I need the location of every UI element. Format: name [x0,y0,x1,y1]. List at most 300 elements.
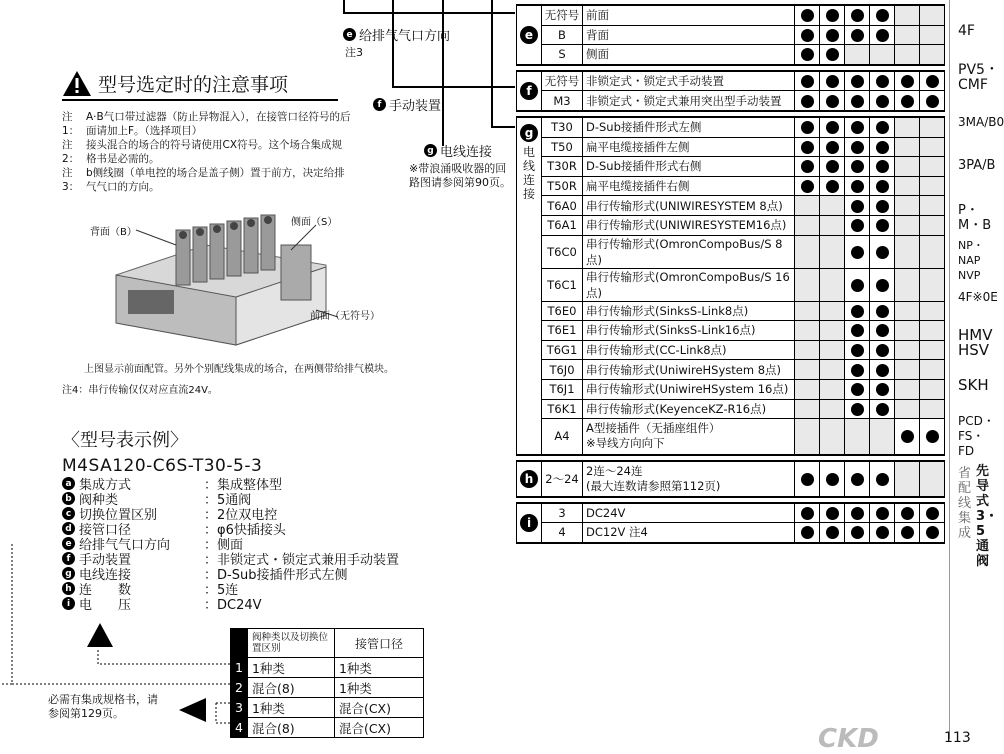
compat-cell [845,399,870,419]
filled-dot-icon [851,160,864,173]
badge-d-icon: d [62,522,75,535]
compat-cell [795,461,820,497]
spec-description: 串行传输形式(UniwireHSystem 16点) [583,379,795,399]
compat-cell [870,321,895,341]
spec-code: T50 [542,137,583,157]
filled-dot-icon [801,526,814,539]
compat-cell [920,268,945,301]
compat-cell [845,117,870,137]
spec-code: 4 [542,523,583,543]
compat-cell [920,360,945,380]
compat-cell [870,235,895,268]
compat-cell [845,5,870,25]
compat-cell [870,137,895,157]
compat-cell [920,419,945,455]
compat-cell [795,503,820,523]
compat-cell [870,215,895,235]
compat-cell [820,176,845,196]
compat-cell [895,137,920,157]
filled-dot-icon [876,324,889,337]
connector-line [392,0,394,88]
table-row [517,5,945,25]
filled-dot-icon [876,121,889,134]
compat-cell [870,91,895,111]
filled-dot-icon [901,430,914,443]
filled-dot-icon [851,200,864,213]
table-row [517,196,945,216]
spec-description: D-Sub接插件形式右侧 [583,157,795,177]
compat-cell [820,196,845,216]
compat-cell [845,461,870,497]
compat-cell [870,340,895,360]
caution-title: 型号选定时的注意事项 [98,74,289,96]
spec-description: A型接插件（无插座组件） ※导线方向向下 [583,419,795,455]
e-label: 给排气气口方向 [359,29,451,44]
compat-cell [845,25,870,45]
compat-cell [895,523,920,543]
g-note: ※带浪涌吸收器的回路图请参阅第90页。 [409,162,511,189]
table-row: 4 混合(8) 混合(CX) [231,718,424,738]
filled-dot-icon [801,75,814,88]
badge-e-icon: e [520,26,538,44]
spec-description: 串行传输形式(OmronCompoBus/S 8点) [583,235,795,268]
compat-cell [795,321,820,341]
compat-cell [820,523,845,543]
filled-dot-icon [801,473,814,486]
compat-cell [845,379,870,399]
spec-group-g [516,116,945,456]
compat-cell [795,268,820,301]
compat-cell [820,301,845,321]
filled-dot-icon [801,29,814,42]
table-row [517,523,945,543]
compat-cell [870,268,895,301]
filled-dot-icon [901,507,914,520]
compat-cell [895,360,920,380]
filled-dot-icon [876,141,889,154]
page-number: 113 [944,730,971,746]
note-4: 注4：串行传输仅仅对应直流24V。 [62,385,218,396]
compat-cell [795,399,820,419]
compat-cell [820,399,845,419]
sidebar-item[interactable]: 4F [958,23,975,39]
filled-dot-icon [851,305,864,318]
compat-cell [920,235,945,268]
spec-description: 2连～24连 (最大连数请参照第112页) [583,461,795,497]
compat-cell [870,379,895,399]
compat-cell [795,196,820,216]
spec-code: T6A0 [542,196,583,216]
badge-f-icon: f [520,82,538,100]
spec-code: T50R [542,176,583,196]
filled-dot-icon [876,344,889,357]
figure-caption: 上图显示前面配管。另外个别配线集成的场合，在两侧带给排气模块。 [84,364,394,375]
table-row [517,301,945,321]
g-label: 电线连接 [440,145,493,160]
filled-dot-icon [851,75,864,88]
spec-description: 背面 [583,25,795,45]
filled-dot-icon [826,29,839,42]
filled-dot-icon [876,246,889,259]
filled-dot-icon [801,9,814,22]
compat-cell [795,137,820,157]
label-back: 背面（B） [90,227,137,238]
badge-f-icon: f [62,552,75,565]
spec-description: 非锁定式・锁定式手动装置 [583,71,795,91]
example-row: a 集成方式 ：集成整体型 [62,476,442,491]
label-side: 侧面（S） [291,217,338,228]
filled-dot-icon [926,75,939,88]
connector-line [491,0,493,128]
compat-cell [920,461,945,497]
connector-line [392,86,515,88]
compat-cell [820,379,845,399]
badge-g-icon: g [62,567,75,580]
group-vertical-label: 电线连接 [522,144,535,201]
badge-i-icon: i [62,597,75,610]
filled-dot-icon [901,95,914,108]
compat-cell [870,117,895,137]
compat-cell [895,503,920,523]
compat-cell [820,360,845,380]
spec-code: T30 [542,117,583,137]
compat-cell [820,157,845,177]
filled-dot-icon [826,180,839,193]
spec-code: M3 [542,91,583,111]
filled-dot-icon [851,526,864,539]
filled-dot-icon [876,279,889,292]
badge-b-icon: b [62,492,75,505]
compat-cell [895,91,920,111]
e-note: 注3 [345,46,363,59]
spec-code: B [542,25,583,45]
table-row [517,137,945,157]
compat-cell [845,301,870,321]
filled-dot-icon [926,526,939,539]
compat-cell [895,399,920,419]
table-row [517,117,945,137]
compat-cell [845,340,870,360]
note-2: 注2： 接头混合的场合的符号请使用CX符号。这个场合集成规格书是必需的。 [62,139,343,165]
compat-cell [895,268,920,301]
filled-dot-icon [801,160,814,173]
filled-dot-icon [926,430,939,443]
compat-cell [820,117,845,137]
table-row [517,399,945,419]
table-row [517,268,945,301]
spec-description: 串行传输形式(SinksS-Link16点) [583,321,795,341]
compat-cell [795,301,820,321]
filled-dot-icon [851,507,864,520]
compat-cell [795,419,820,455]
table-row [517,461,945,497]
compat-cell [870,360,895,380]
sidebar-item[interactable]: 3PA/B [958,158,996,173]
filled-dot-icon [851,364,864,377]
badge-g-icon: g [424,144,437,157]
example-row: g 电线连接 ：D-Sub接插件形式左侧 [62,566,442,581]
compat-cell [820,461,845,497]
compat-cell [870,157,895,177]
example-row: b 阀种类 ：5通阀 [62,491,442,506]
spec-description: 串行传输形式(UniwireHSystem 8点) [583,360,795,380]
spec-code: T6E1 [542,321,583,341]
compat-cell [895,45,920,65]
compat-cell [795,379,820,399]
table-row [517,71,945,91]
sidebar-item[interactable]: NP・NAP NVP [958,239,984,282]
spec-code: T6C0 [542,235,583,268]
filled-dot-icon [801,95,814,108]
compat-cell [895,419,920,455]
filled-dot-icon [851,324,864,337]
header-valve-type: 阀种类以及切换位置区别 [247,629,334,658]
compat-cell [820,503,845,523]
badge-f-icon: f [373,98,386,111]
g-header [424,141,492,160]
filled-dot-icon [826,141,839,154]
label-front: 前面（无符号） [310,311,380,322]
compat-cell [895,215,920,235]
spec-description: 串行传输形式(OmronCompoBus/S 16点) [583,268,795,301]
connector-line [343,12,515,14]
spec-code: T6K1 [542,399,583,419]
example-title: 〈型号表示例〉 [62,430,188,451]
badge-a-icon: a [62,477,75,490]
filled-dot-icon [926,507,939,520]
compat-cell [895,340,920,360]
compat-cell [920,503,945,523]
table-row [517,503,945,523]
spec-description: DC12V 注4 [583,523,795,543]
compat-cell [845,45,870,65]
compat-cell [920,137,945,157]
filled-dot-icon [926,95,939,108]
compat-cell [845,419,870,455]
compat-cell [895,321,920,341]
spec-code: 3 [542,503,583,523]
spec-description: 串行传输形式(SinksS-Link8点) [583,301,795,321]
compat-cell [845,268,870,301]
sidebar-item[interactable]: PCD・FS・FD [958,414,995,458]
compat-cell [870,196,895,216]
sidebar-divider [949,0,950,739]
table-row [517,340,945,360]
filled-dot-icon [851,9,864,22]
compat-cell [820,71,845,91]
compat-cell [870,5,895,25]
table-row [517,321,945,341]
filled-dot-icon [801,48,814,61]
spec-description: 扁平电缆接插件左侧 [583,137,795,157]
table-row [517,157,945,177]
compat-cell [870,461,895,497]
caution-notes [62,110,352,194]
compat-cell [895,196,920,216]
compat-cell [820,25,845,45]
spec-code: T6J0 [542,360,583,380]
note-3: 注3： b侧线圈（单电控的场合是盖子侧）置于前方，决定给排气气口的方向。 [62,167,345,193]
compat-cell [845,523,870,543]
filled-dot-icon [876,200,889,213]
compat-cell [845,235,870,268]
sidebar-item[interactable]: P・M・B [958,203,992,233]
filled-dot-icon [876,473,889,486]
filled-dot-icon [826,9,839,22]
spec-code: T6A1 [542,215,583,235]
filled-dot-icon [851,219,864,232]
filled-dot-icon [876,383,889,396]
compat-cell [795,523,820,543]
filled-dot-icon [826,160,839,173]
table-row [517,91,945,111]
spec-code: T6J1 [542,379,583,399]
compat-cell [920,379,945,399]
filled-dot-icon [851,279,864,292]
f-label: 手动装置 [389,99,442,114]
compat-cell [845,321,870,341]
compat-cell [845,503,870,523]
compat-cell [920,91,945,111]
compat-cell [795,157,820,177]
manifold-illustration [76,205,386,355]
badge-i-icon: i [520,514,538,532]
compat-cell [870,503,895,523]
f-header [373,95,441,114]
compat-cell [920,215,945,235]
filled-dot-icon [876,75,889,88]
compat-cell [920,399,945,419]
connector-line [491,126,515,128]
badge-h-icon: h [520,470,538,488]
compat-cell [895,301,920,321]
spec-group-i [516,502,945,544]
compat-cell [920,25,945,45]
filled-dot-icon [851,383,864,396]
sidebar-item[interactable]: HMV HSV [958,326,993,359]
warning-icon [62,70,92,97]
spec-code: T6G1 [542,340,583,360]
spec-group-f [516,70,945,112]
spec-description: 前面 [583,5,795,25]
filled-dot-icon [876,9,889,22]
compat-cell [895,117,920,137]
compat-cell [795,71,820,91]
table-row: 2 混合(8) 1种类 [231,678,424,698]
compat-cell [820,268,845,301]
example-row: f 手动装置 ：非锁定式・锁定式兼用手动装置 [62,551,442,566]
compat-cell [920,301,945,321]
spec-code: T30R [542,157,583,177]
compat-cell [795,215,820,235]
compat-cell [895,176,920,196]
compat-cell [920,5,945,25]
filled-dot-icon [851,180,864,193]
table-row [517,176,945,196]
spec-code: A4 [542,419,583,455]
compat-cell [895,461,920,497]
example-row: h 连 数 ：5连 [62,581,442,596]
compat-cell [895,25,920,45]
compat-cell [845,157,870,177]
compat-cell [795,176,820,196]
compat-cell [820,321,845,341]
compat-cell [820,45,845,65]
filled-dot-icon [851,473,864,486]
sidebar-item[interactable]: PV5・CMF [958,62,999,93]
compat-cell [920,117,945,137]
filled-dot-icon [851,246,864,259]
spec-description: DC24V [583,503,795,523]
filled-dot-icon [851,95,864,108]
compat-cell [820,215,845,235]
compat-cell [845,91,870,111]
example-row: d 接管口径 ：φ6快插接头 [62,521,442,536]
filled-dot-icon [901,75,914,88]
filled-dot-icon [826,48,839,61]
compat-cell [920,196,945,216]
valve-table-note: 必需有集成规格书，请参阅第129页。 [48,693,158,720]
compat-cell [920,340,945,360]
spec-description: 串行传输形式(CC-Link8点) [583,340,795,360]
compat-cell [820,137,845,157]
sidebar-item[interactable]: SKH [958,376,989,394]
filled-dot-icon [826,121,839,134]
filled-dot-icon [851,344,864,357]
filled-dot-icon [801,507,814,520]
compat-cell [795,5,820,25]
filled-dot-icon [876,29,889,42]
sidebar-vertical-label-active[interactable]: 先导式3・5通阀 [976,464,999,569]
filled-dot-icon [876,160,889,173]
badge-c-icon: c [62,507,75,520]
compat-cell [845,360,870,380]
filled-dot-icon [826,75,839,88]
compat-cell [870,176,895,196]
compat-cell [895,5,920,25]
spec-code: T6C1 [542,268,583,301]
sidebar-item[interactable]: 4F※0E [958,290,998,304]
filled-dot-icon [801,141,814,154]
spec-table [516,4,946,548]
compat-cell [870,419,895,455]
compat-cell [795,235,820,268]
brand-logo: CKD [818,724,879,754]
filled-dot-icon [876,219,889,232]
compat-cell [920,157,945,177]
filled-dot-icon [876,364,889,377]
note-1: 注1： A·B气口带过滤器（防止异物混入），在接管口径符号的后面请加上F。（选择项目） [62,111,351,137]
compat-cell [895,157,920,177]
spec-group-e [516,4,945,66]
connector-line [442,0,444,146]
spec-description: 串行传输形式(UNIWIRESYSTEM 8点) [583,196,795,216]
compat-cell [920,523,945,543]
table-row [517,419,945,455]
table-row [517,360,945,380]
table-row [517,215,945,235]
compat-cell [795,340,820,360]
compat-cell [870,71,895,91]
compat-cell [820,91,845,111]
compat-cell [820,419,845,455]
spec-description: 扁平电缆接插件右侧 [583,176,795,196]
filled-dot-icon [876,305,889,318]
compat-cell [920,176,945,196]
sidebar-item[interactable]: 3MA/B0 [958,115,1004,129]
compat-cell [795,360,820,380]
compat-cell [795,117,820,137]
